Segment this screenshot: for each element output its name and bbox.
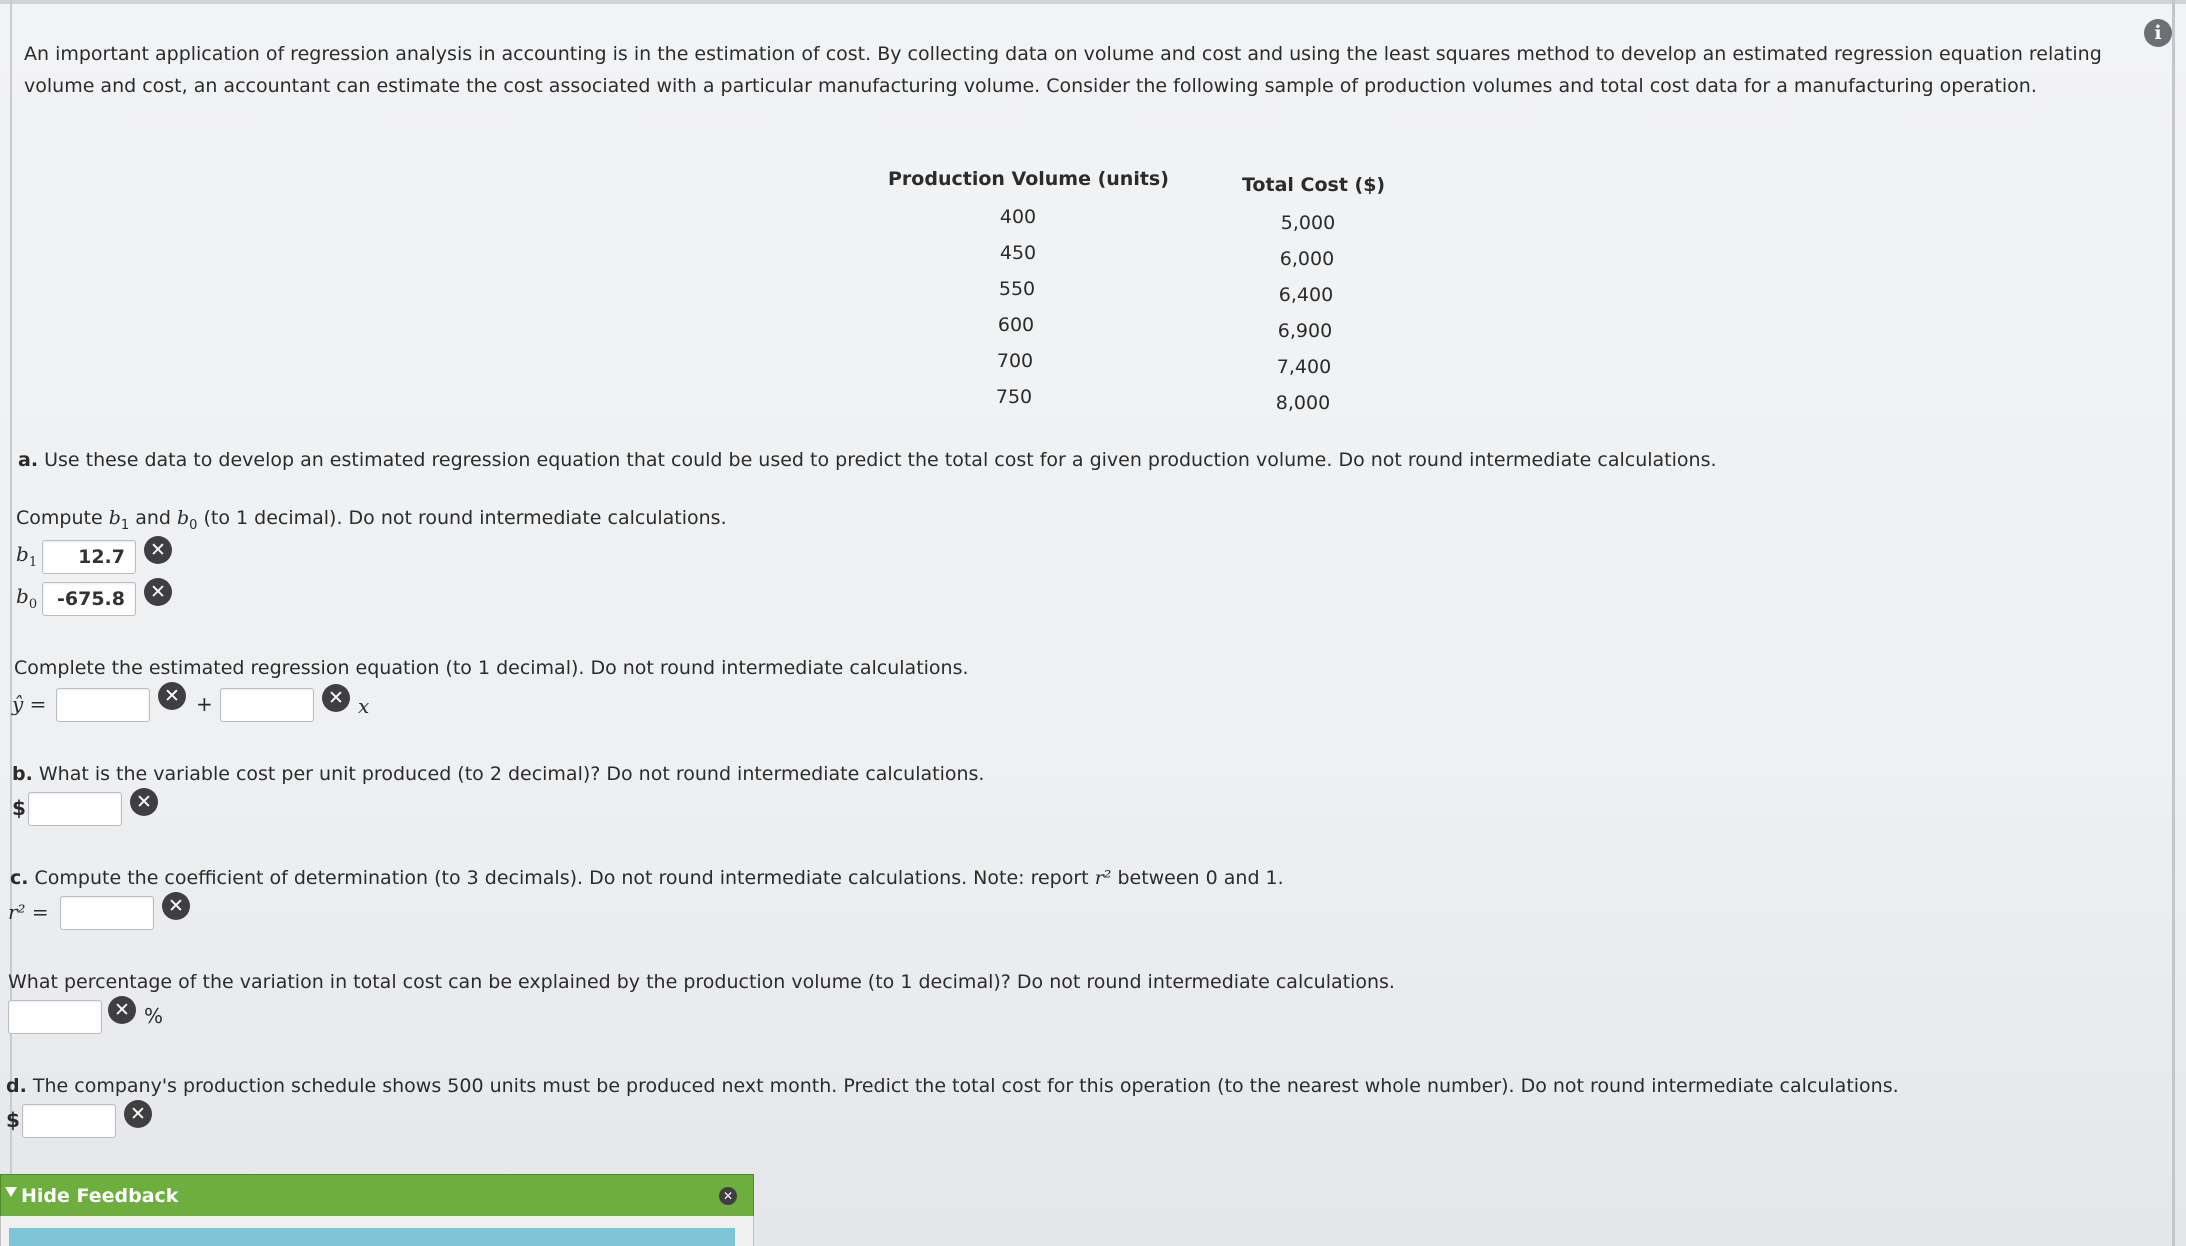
compute-b0-symbol: b — [177, 507, 190, 529]
incorrect-icon: ✕ — [144, 578, 172, 606]
close-icon[interactable]: ✕ — [719, 1187, 737, 1205]
info-icon[interactable]: i — [2144, 19, 2172, 47]
table-cell: 600 — [997, 314, 1035, 336]
part-b-question — [12, 760, 984, 788]
b0-sub: 0 — [28, 597, 38, 612]
part-a-text: Use these data to develop an estimated regression equation that could be used to predict the total cost for a given production volume. Do not round intermediate calculations. — [44, 449, 1717, 471]
incorrect-icon: ✕ — [108, 996, 136, 1024]
part-c-prefix: c. — [10, 867, 29, 889]
table-cell: 550 — [998, 278, 1036, 300]
b0-label — [16, 584, 37, 612]
right-border — [2172, 0, 2175, 1246]
compute-prompt — [16, 504, 727, 540]
b1-input[interactable]: 12.7 — [42, 540, 136, 574]
incorrect-icon: ✕ — [144, 536, 172, 564]
b0-symbol: b — [16, 584, 29, 608]
percent-input[interactable] — [8, 1000, 102, 1034]
part-d-text: The company's production schedule shows 500 units must be produced next month. Predict the total cost for this operation (to the nearest whole number). Do not round intermediate calculations. — [32, 1075, 1899, 1097]
percent-sign: % — [144, 1004, 164, 1028]
incorrect-icon: ✕ — [162, 892, 190, 920]
slope-input[interactable] — [220, 688, 314, 722]
table-header-volume: Production Volume (units) — [888, 168, 1169, 190]
table-cell: 700 — [996, 350, 1034, 372]
table-cell: 6,400 — [1278, 284, 1334, 306]
part-c-text: Compute the coefficient of determination (to 3 decimals). Do not round intermediate calculations. Note: report — [34, 867, 1089, 889]
currency-symbol: $ — [12, 796, 26, 820]
hide-feedback-label[interactable]: Hide Feedback — [21, 1185, 179, 1207]
table-cell: 6,000 — [1279, 248, 1335, 270]
compute-suffix: (to 1 decimal). Do not round intermediate calculations. — [203, 507, 727, 529]
problem-intro: An important application of regression analysis in accounting is in the estimation of cost. By collecting data on volume and cost and using the least squares method to develop an estimated regression equation relating volume and cost, an accountant can estimate the cost associated with a particular manufacturing volume. Consider the following sample of production volumes and total cost data for a manufacturing operation. — [24, 43, 2102, 97]
r2-input[interactable] — [60, 896, 154, 930]
incorrect-icon: ✕ — [158, 682, 186, 710]
feedback-panel — [0, 1216, 754, 1246]
currency-symbol: $ — [6, 1108, 20, 1132]
table-cell: 750 — [995, 386, 1033, 408]
table-cell: 5,000 — [1280, 212, 1336, 234]
table-cell: 8,000 — [1275, 392, 1331, 414]
equation-prompt: Complete the estimated regression equation (to 1 decimal). Do not round intermediate calculations. — [14, 657, 969, 679]
table-cell: 400 — [999, 206, 1037, 228]
table-cell: 450 — [999, 242, 1037, 264]
compute-b1-sub: 1 — [120, 517, 130, 533]
yhat-label: ŷ = — [12, 692, 47, 716]
left-border — [10, 0, 12, 1246]
r2-inline: r² — [1094, 867, 1112, 889]
total-cost-input[interactable] — [22, 1104, 116, 1138]
part-b-prefix: b. — [12, 763, 33, 785]
incorrect-icon: ✕ — [130, 788, 158, 816]
percent-prompt: What percentage of the variation in total cost can be explained by the production volume (to 1 decimal)? Do not round intermediate calculations. — [8, 971, 1395, 993]
x-variable: x — [358, 694, 370, 718]
compute-b0-sub: 0 — [189, 517, 198, 533]
incorrect-icon: ✕ — [322, 684, 350, 712]
plus-sign: + — [196, 692, 213, 716]
feedback-content-strip — [9, 1228, 735, 1246]
part-a-question — [18, 446, 1717, 474]
compute-prefix: Compute — [16, 507, 103, 529]
table-cell: 7,400 — [1276, 356, 1332, 378]
hide-feedback-bar[interactable] — [0, 1174, 754, 1218]
part-b-text: What is the variable cost per unit produced (to 2 decimal)? Do not round intermediate calculations. — [38, 763, 985, 785]
top-border — [0, 0, 2186, 4]
compute-b1-symbol: b — [108, 507, 121, 529]
incorrect-icon: ✕ — [124, 1100, 152, 1128]
part-d-prefix: d. — [6, 1075, 27, 1097]
b1-sub: 1 — [28, 555, 38, 570]
compute-and: and — [135, 507, 171, 529]
b0-input[interactable]: -675.8 — [42, 582, 136, 616]
r2-label: r² = — [8, 900, 49, 924]
part-c-text-end: between 0 and 1. — [1117, 867, 1284, 889]
table-cell: 6,900 — [1277, 320, 1333, 342]
intercept-input[interactable] — [56, 688, 150, 722]
part-a-prefix: a. — [18, 449, 39, 471]
caret-down-icon — [5, 1187, 17, 1197]
b1-label — [16, 542, 37, 570]
variable-cost-input[interactable] — [28, 792, 122, 826]
part-d-question — [6, 1072, 1899, 1100]
part-c-question — [10, 864, 1284, 892]
table-header-cost: Total Cost ($) — [1242, 174, 1386, 196]
b1-symbol: b — [16, 542, 29, 566]
